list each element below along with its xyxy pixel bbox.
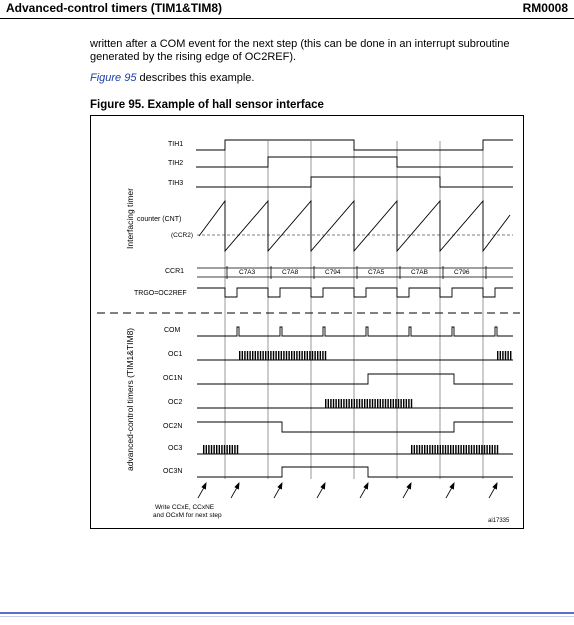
pwm-pulse xyxy=(338,399,339,408)
pwm-pulse xyxy=(299,351,300,360)
pwm-pulse xyxy=(411,399,412,408)
pwm-pulse xyxy=(447,445,448,454)
arrow-head xyxy=(278,483,282,489)
pwm-oc3-start xyxy=(203,445,238,454)
timing-diagram xyxy=(91,116,525,530)
pwm-pulse xyxy=(460,445,461,454)
pwm-oc3-end xyxy=(411,445,498,454)
label-oc1: OC1 xyxy=(168,351,183,358)
pwm-pulse xyxy=(221,445,222,454)
pwm-pulse xyxy=(265,351,266,360)
figure-frame xyxy=(90,115,524,529)
label-oc1n: OC1N xyxy=(163,375,183,382)
pwm-pulse xyxy=(239,351,240,360)
pwm-pulse xyxy=(262,351,263,360)
pwm-pulse xyxy=(403,399,404,408)
label-trgo: TRGO=OC2REF xyxy=(134,290,187,297)
ccr1-value: C7A8 xyxy=(282,269,299,276)
pwm-pulse xyxy=(440,445,441,454)
pwm-pulse xyxy=(497,445,498,454)
body-paragraph: written after a COM event for the next step (this can be done in an interrupt subroutine generated by the rising edge of OC2REF). xyxy=(90,38,510,63)
pwm-pulse xyxy=(288,351,289,360)
step-guide-lines xyxy=(225,141,483,479)
pwm-pulse xyxy=(489,445,490,454)
pwm-pulse xyxy=(400,399,401,408)
pwm-pulse xyxy=(237,445,238,454)
pwm-pulse xyxy=(437,445,438,454)
pwm-pulse xyxy=(372,399,373,408)
pwm-pulse xyxy=(291,351,292,360)
pwm-pulse xyxy=(510,351,511,360)
pwm-pulse xyxy=(348,399,349,408)
pwm-pulse xyxy=(322,351,323,360)
pwm-pulse xyxy=(369,399,370,408)
section-title: Advanced-control timers (TIM1&TIM8) xyxy=(6,1,223,15)
pwm-pulse xyxy=(377,399,378,408)
pwm-pulse xyxy=(275,351,276,360)
pwm-pulse xyxy=(341,399,342,408)
pwm-pulse xyxy=(255,351,256,360)
arrow-head xyxy=(321,483,325,489)
ccr1-value: C796 xyxy=(454,269,470,276)
pwm-pulse xyxy=(387,399,388,408)
pwm-pulse xyxy=(312,351,313,360)
pwm-pulse xyxy=(406,399,407,408)
pwm-pulse xyxy=(320,351,321,360)
pwm-pulse xyxy=(247,351,248,360)
pwm-pulse xyxy=(296,351,297,360)
pwm-pulse xyxy=(419,445,420,454)
pwm-pulse xyxy=(330,399,331,408)
pwm-oc1-tail xyxy=(497,351,511,360)
pwm-pulse xyxy=(317,351,318,360)
waveform-oc1n xyxy=(197,374,513,384)
pwm-pulse xyxy=(203,445,204,454)
pwm-pulse xyxy=(395,399,396,408)
waveform-tih3 xyxy=(196,177,513,187)
pwm-pulse xyxy=(479,445,480,454)
pwm-pulse xyxy=(432,445,433,454)
pwm-pulse xyxy=(408,399,409,408)
label-oc3n: OC3N xyxy=(163,468,183,475)
waveform-trgo xyxy=(197,288,513,297)
waveform-tih2 xyxy=(196,157,513,167)
pwm-pulse xyxy=(213,445,214,454)
pwm-pulse xyxy=(411,445,412,454)
pwm-pulse xyxy=(442,445,443,454)
pwm-pulse xyxy=(356,399,357,408)
pwm-pulse xyxy=(211,445,212,454)
arrow-head xyxy=(450,483,454,489)
label-com: COM xyxy=(164,327,181,334)
pwm-pulse xyxy=(335,399,336,408)
ccr1-value: C7A5 xyxy=(368,269,385,276)
pwm-pulse xyxy=(242,351,243,360)
pwm-pulse xyxy=(374,399,375,408)
pwm-pulse xyxy=(270,351,271,360)
pwm-pulse xyxy=(226,445,227,454)
figure-reference-sentence xyxy=(90,72,254,84)
pwm-pulse xyxy=(367,399,368,408)
pwm-pulse xyxy=(466,445,467,454)
label-ccr1: CCR1 xyxy=(165,268,185,275)
pwm-pulse xyxy=(304,351,305,360)
pwm-pulse xyxy=(364,399,365,408)
label-oc2n: OC2N xyxy=(163,423,183,430)
pwm-pulse xyxy=(398,399,399,408)
label-oc3: OC3 xyxy=(168,445,183,452)
footer-rule xyxy=(0,612,574,614)
pwm-pulse xyxy=(455,445,456,454)
figure-link[interactable]: Figure 95 xyxy=(90,72,137,84)
pwm-pulse xyxy=(328,399,329,408)
waveform-com xyxy=(197,327,513,336)
label-ccr2: (CCR2) xyxy=(171,232,194,239)
pwm-pulse xyxy=(208,445,209,454)
note-line-1: Write CCxE, CCxNE xyxy=(155,504,215,511)
pwm-pulse xyxy=(463,445,464,454)
pwm-pulse xyxy=(484,445,485,454)
label-tih2: TIH2 xyxy=(168,160,184,167)
pwm-pulse xyxy=(351,399,352,408)
waveform-oc3n xyxy=(197,467,513,477)
pwm-pulse xyxy=(216,445,217,454)
pwm-pulse xyxy=(257,351,258,360)
pwm-pulse xyxy=(333,399,334,408)
pwm-pulse xyxy=(497,351,498,360)
ccr1-value: C7AB xyxy=(411,269,428,276)
pwm-pulse xyxy=(416,445,417,454)
pwm-pulse xyxy=(414,445,415,454)
pwm-pulse xyxy=(268,351,269,360)
group-label-advanced-timers: advanced-control timers (TIM1&TIM8) xyxy=(125,327,135,471)
pwm-pulse xyxy=(232,445,233,454)
pwm-pulse xyxy=(450,445,451,454)
waveform-tih1 xyxy=(196,140,513,150)
pwm-pulse xyxy=(301,351,302,360)
group-label-interfacing-timer: Interfacing timer xyxy=(125,188,135,249)
label-counter: counter (CNT) xyxy=(137,216,182,223)
pwm-pulse xyxy=(314,351,315,360)
note-line-2: and OCxM for next step xyxy=(153,512,222,519)
arrow-head xyxy=(407,483,411,489)
arrow-head xyxy=(202,483,206,489)
pwm-pulse xyxy=(481,445,482,454)
pwm-pulse xyxy=(427,445,428,454)
pwm-pulse xyxy=(206,445,207,454)
figure-reference-text: describes this example. xyxy=(136,72,255,84)
figure-id: ai17335 xyxy=(488,518,510,524)
pwm-pulse xyxy=(476,445,477,454)
pwm-pulse xyxy=(260,351,261,360)
pwm-pulse xyxy=(278,351,279,360)
write-step-arrows xyxy=(198,483,497,498)
pwm-pulse xyxy=(294,351,295,360)
pwm-pulse xyxy=(224,445,225,454)
pwm-pulse xyxy=(505,351,506,360)
pwm-pulse xyxy=(273,351,274,360)
pwm-pulse xyxy=(486,445,487,454)
figure-title: Figure 95. Example of hall sensor interface xyxy=(90,99,324,111)
label-tih1: TIH1 xyxy=(168,141,184,148)
pwm-pulse xyxy=(361,399,362,408)
pwm-pulse xyxy=(325,351,326,360)
waveform-oc2n xyxy=(197,422,513,432)
arrow-head xyxy=(364,483,368,489)
pwm-pulse xyxy=(281,351,282,360)
label-tih3: TIH3 xyxy=(168,180,184,187)
pwm-pulse xyxy=(429,445,430,454)
pwm-pulse xyxy=(382,399,383,408)
pwm-pulse xyxy=(325,399,326,408)
ccr1-value: C7A3 xyxy=(239,269,256,276)
pwm-pulse xyxy=(244,351,245,360)
label-oc2: OC2 xyxy=(168,399,183,406)
pwm-pulse xyxy=(424,445,425,454)
pwm-pulse xyxy=(380,399,381,408)
pwm-pulse xyxy=(359,399,360,408)
pwm-pulse xyxy=(468,445,469,454)
pwm-pulse xyxy=(434,445,435,454)
ccr1-value: C794 xyxy=(325,269,341,276)
pwm-pulse xyxy=(346,399,347,408)
pwm-pulse xyxy=(458,445,459,454)
pwm-pulse xyxy=(286,351,287,360)
arrow-head xyxy=(235,483,239,489)
pwm-pulse xyxy=(471,445,472,454)
pwm-oc1 xyxy=(239,351,326,360)
pwm-pulse xyxy=(421,445,422,454)
arrow-head xyxy=(493,483,497,489)
pwm-pulse xyxy=(390,399,391,408)
document-code: RM0008 xyxy=(522,1,568,15)
pwm-pulse xyxy=(234,445,235,454)
pwm-pulse xyxy=(494,445,495,454)
pwm-pulse xyxy=(249,351,250,360)
pwm-pulse xyxy=(309,351,310,360)
pwm-pulse xyxy=(500,351,501,360)
pwm-pulse xyxy=(252,351,253,360)
ccr1-values xyxy=(239,269,470,276)
pwm-pulse xyxy=(502,351,503,360)
counter-sawtooth xyxy=(199,201,510,251)
pwm-pulse xyxy=(283,351,284,360)
pwm-pulse xyxy=(445,445,446,454)
pwm-pulse xyxy=(343,399,344,408)
footer-rule-light xyxy=(0,616,574,617)
pwm-pulse xyxy=(492,445,493,454)
pwm-pulse xyxy=(354,399,355,408)
pwm-pulse xyxy=(393,399,394,408)
pwm-oc2 xyxy=(325,399,412,408)
pwm-pulse xyxy=(473,445,474,454)
pwm-pulse xyxy=(507,351,508,360)
pwm-pulse xyxy=(229,445,230,454)
pwm-pulse xyxy=(385,399,386,408)
pwm-pulse xyxy=(307,351,308,360)
page-header xyxy=(0,0,574,19)
pwm-pulse xyxy=(219,445,220,454)
pwm-pulse xyxy=(453,445,454,454)
